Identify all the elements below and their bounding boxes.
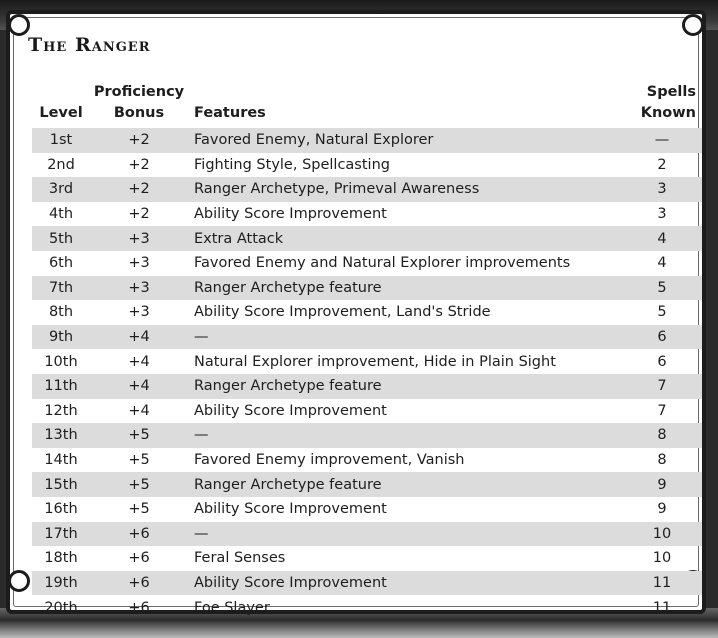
level-cell: 18th: [44, 550, 78, 567]
level-cell: 6th: [48, 255, 74, 272]
level-cell: 1st: [49, 132, 73, 149]
corner-ornament-icon: [8, 14, 30, 36]
level-cell: 7th: [48, 279, 74, 296]
spells-known-cell: 4: [657, 230, 667, 247]
spells-known-cell: 9: [657, 476, 667, 493]
table-row: [32, 226, 702, 251]
corner-ornament-icon: [682, 14, 704, 36]
bonus-cell: +6: [128, 599, 150, 616]
spells-known-cell: 10: [652, 550, 672, 567]
table-row: [32, 177, 702, 202]
table-row: [32, 595, 702, 620]
bonus-cell: +6: [128, 574, 150, 591]
bonus-cell: +5: [128, 476, 150, 493]
header-features: Features: [194, 105, 266, 121]
features-cell: Ability Score Improvement, Land's Stride: [194, 304, 491, 321]
bonus-cell: +2: [128, 156, 150, 173]
features-cell: Ability Score Improvement: [194, 402, 387, 419]
spells-known-cell: 8: [657, 427, 667, 444]
level-cell: 10th: [44, 353, 78, 370]
table-row: [32, 497, 702, 522]
level-cell: 15th: [44, 476, 78, 493]
bonus-cell: +6: [128, 525, 150, 542]
features-cell: Favored Enemy, Natural Explorer: [194, 132, 434, 149]
spells-known-cell: 6: [657, 353, 667, 370]
table-row: [32, 153, 702, 178]
bonus-cell: +2: [128, 181, 150, 198]
bonus-cell: +3: [128, 304, 150, 321]
table-title: The Ranger: [28, 34, 151, 56]
features-cell: Ability Score Improvement: [194, 206, 387, 223]
table-row: [32, 546, 702, 571]
bonus-cell: +2: [128, 206, 150, 223]
features-cell: —: [194, 329, 209, 346]
spells-known-cell: 8: [657, 452, 667, 469]
spells-known-cell: 7: [657, 378, 667, 395]
level-cell: 11th: [44, 378, 78, 395]
table-row: [32, 472, 702, 497]
spells-known-cell: —: [654, 132, 670, 149]
level-cell: 4th: [48, 206, 74, 223]
features-cell: —: [194, 525, 209, 542]
bonus-cell: +3: [128, 230, 150, 247]
bonus-cell: +4: [128, 329, 150, 346]
level-cell: 17th: [44, 525, 78, 542]
bonus-cell: +5: [128, 452, 150, 469]
features-cell: Ability Score Improvement: [194, 574, 387, 591]
spells-known-cell: 6: [657, 329, 667, 346]
features-cell: Fighting Style, Spellcasting: [194, 156, 390, 173]
table-row: [32, 374, 702, 399]
features-cell: Natural Explorer improvement, Hide in Plain Sight: [194, 353, 556, 370]
bonus-cell: +2: [128, 132, 150, 149]
features-cell: Foe Slayer: [194, 599, 270, 616]
corner-ornament-icon: [8, 570, 30, 592]
table-row: [32, 128, 702, 153]
features-cell: —: [194, 427, 209, 444]
bonus-cell: +3: [128, 255, 150, 272]
level-cell: 8th: [48, 304, 74, 321]
level-cell: 13th: [44, 427, 78, 444]
spells-known-cell: 4: [657, 255, 667, 272]
features-cell: Favored Enemy and Natural Explorer improvements: [194, 255, 571, 272]
spells-known-cell: 5: [657, 279, 667, 296]
table-row: [32, 571, 702, 596]
bonus-cell: +5: [128, 501, 150, 518]
ranger-table: [32, 82, 702, 620]
level-cell: 9th: [48, 329, 74, 346]
features-cell: Ranger Archetype, Primeval Awareness: [194, 181, 480, 198]
spells-known-cell: 3: [657, 206, 667, 223]
header-proficiency-bonus: Proficiency Bonus: [93, 84, 185, 121]
level-cell: 19th: [44, 574, 78, 591]
level-cell: 14th: [44, 452, 78, 469]
features-cell: Feral Senses: [194, 550, 286, 567]
spells-known-cell: 11: [652, 599, 672, 616]
level-cell: 2nd: [47, 156, 75, 173]
spells-known-cell: 5: [657, 304, 667, 321]
features-cell: Ability Score Improvement: [194, 501, 387, 518]
spells-known-cell: 10: [652, 525, 672, 542]
spells-known-cell: 2: [657, 156, 667, 173]
bonus-cell: +6: [128, 550, 150, 567]
table-row: [32, 423, 702, 448]
table-row: [32, 448, 702, 473]
spells-known-cell: 11: [652, 574, 672, 591]
bonus-cell: +3: [128, 279, 150, 296]
header-level: Level: [39, 105, 83, 121]
spells-known-cell: 7: [657, 402, 667, 419]
level-cell: 12th: [44, 402, 78, 419]
spells-known-cell: 3: [657, 181, 667, 198]
table-row: [32, 202, 702, 227]
header-row: [32, 82, 702, 128]
table-row: [32, 276, 702, 301]
table-row: [32, 325, 702, 350]
table-row: [32, 399, 702, 424]
level-cell: 5th: [48, 230, 74, 247]
bonus-cell: +5: [128, 427, 150, 444]
table-row: [32, 522, 702, 547]
header-spells-known: Spells Known: [640, 84, 696, 121]
bonus-cell: +4: [128, 353, 150, 370]
table-frame: [6, 10, 706, 614]
spells-known-cell: 9: [657, 501, 667, 518]
level-cell: 20th: [44, 599, 78, 616]
table-row: [32, 251, 702, 276]
bonus-cell: +4: [128, 402, 150, 419]
features-cell: Ranger Archetype feature: [194, 476, 382, 493]
features-cell: Ranger Archetype feature: [194, 378, 382, 395]
level-cell: 3rd: [48, 181, 74, 198]
features-cell: Favored Enemy improvement, Vanish: [194, 452, 465, 469]
level-cell: 16th: [44, 501, 78, 518]
features-cell: Ranger Archetype feature: [194, 279, 382, 296]
bonus-cell: +4: [128, 378, 150, 395]
table-row: [32, 349, 702, 374]
table-row: [32, 300, 702, 325]
features-cell: Extra Attack: [194, 230, 284, 247]
